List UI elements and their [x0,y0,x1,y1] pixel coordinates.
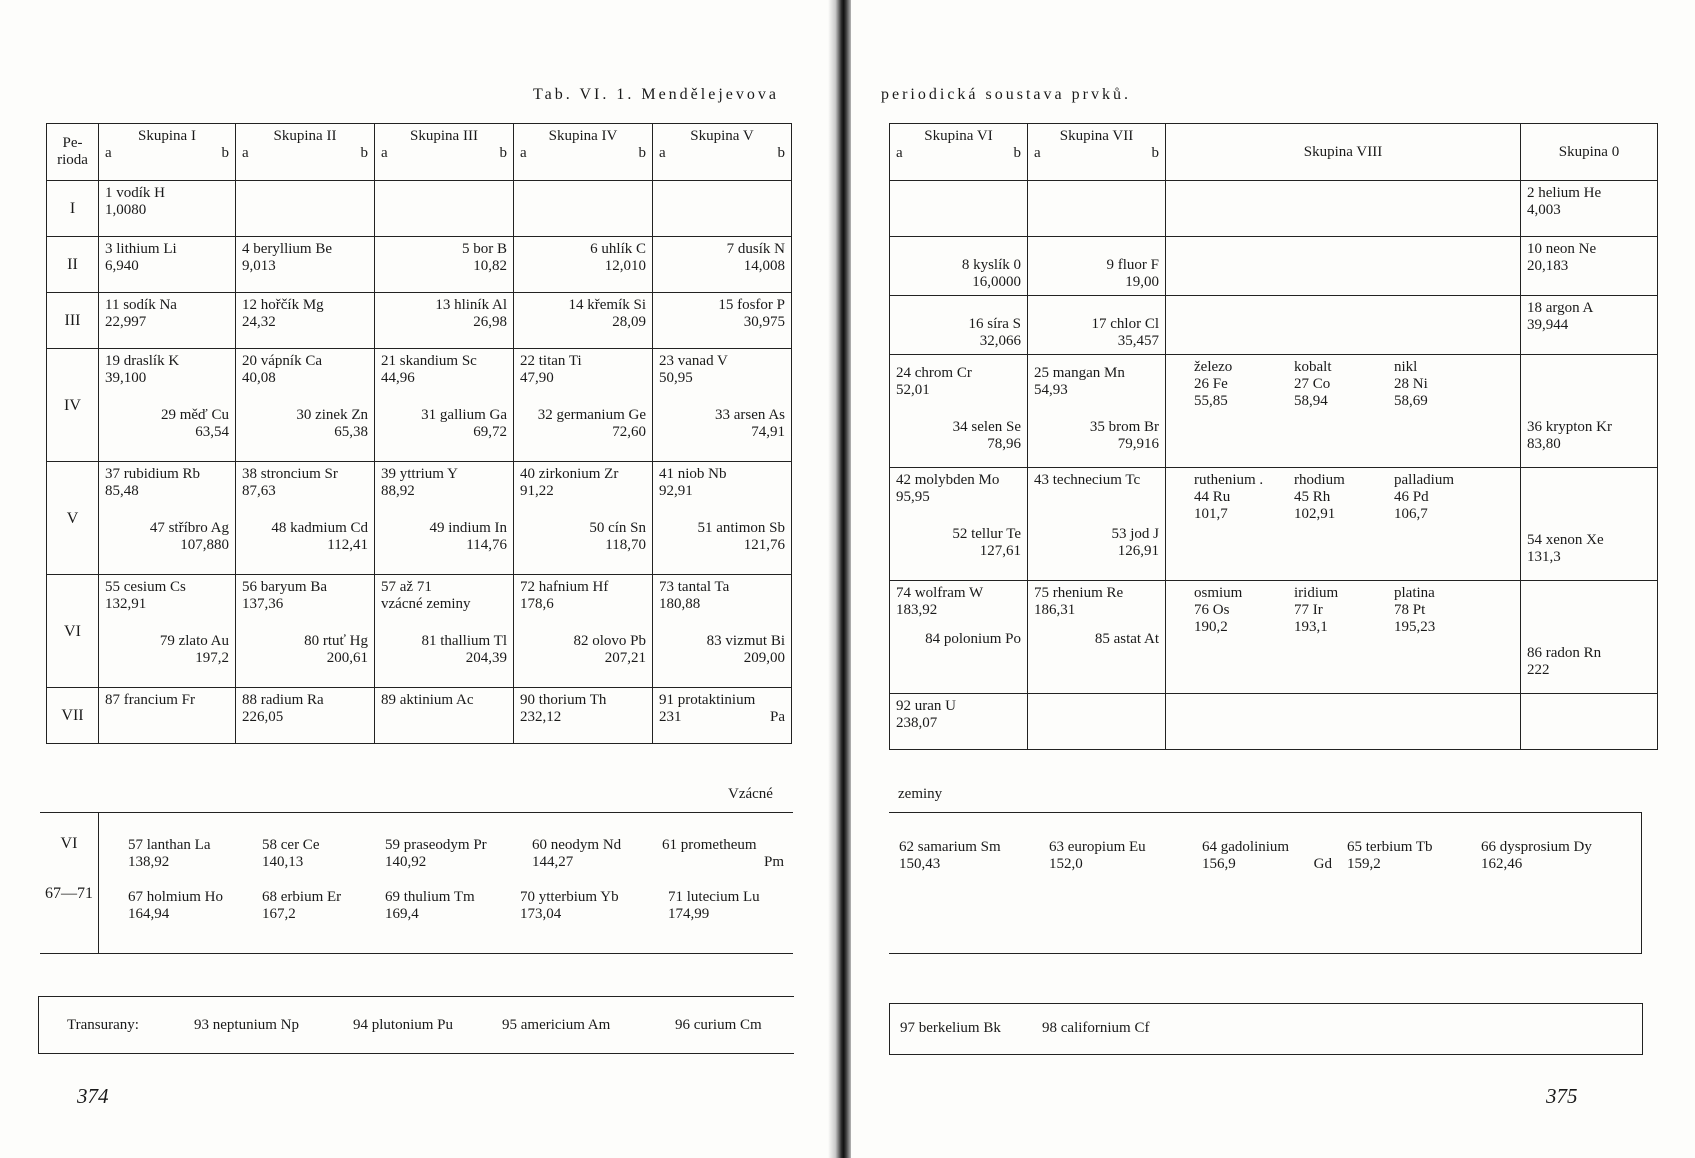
element-cell: palladium 46 Pd 106,7 [1394,472,1454,522]
group-header-4: Skupina IV a b [514,124,653,181]
element-cell: 2 helium He 4,003 [1521,181,1658,237]
group-header-7: Skupina VII a b [1028,124,1166,181]
period-label: VI [47,575,99,688]
element-cell: 98 californium Cf [1042,1020,1150,1036]
element-cell: 18 argon A 39,944 [1521,296,1658,355]
element-cell: 62 samarium Sm 150,43 [899,839,1001,872]
period-row-3 [47,293,792,349]
empty-cell [653,181,792,237]
table-header-row [890,124,1658,181]
element-cell: 5 bor B 10,82 [375,237,514,293]
element-cell: 14 křemík Si 28,09 [514,293,653,349]
element-cell: 22 titan Ti 47,90 32 germanium Ge 72,60 [514,349,653,462]
left-page [0,0,835,1158]
empty-cell [1166,694,1521,750]
element-cell: 58 cer Ce 140,13 [262,837,320,870]
element-cell: ruthenium . 44 Ru 101,7 [1194,472,1264,522]
group-header-1: Skupina I a b [99,124,236,181]
element-cell: iridium 77 Ir 193,1 [1294,585,1339,635]
element-cell: 37 rubidium Rb 85,48 47 stříbro Ag 107,880 [99,462,236,575]
element-cell: 68 erbium Er 167,2 [262,889,342,922]
element-cell: 13 hliník Al 26,98 [375,293,514,349]
element-cell: 25 mangan Mn 54,93 35 brom Br 79,916 [1028,355,1166,468]
element-cell: 8 kyslík 0 16,0000 [890,237,1028,296]
element-cell: 93 neptunium Np [194,1017,299,1033]
element-cell: 71 lutecium Lu 174,99 [668,889,760,922]
triad-cell [1166,355,1521,468]
group-header-2: Skupina II a b [236,124,375,181]
element-cell: 41 niob Nb 92,91 51 antimon Sb 121,76 [653,462,792,575]
element-cell: 74 wolfram W 183,92 84 polonium Po [890,581,1028,694]
element-cell: 43 technecium Tc 53 jod J 126,91 [1028,468,1166,581]
element-cell: 75 rhenium Re 186,31 85 astat At [1028,581,1166,694]
table-caption: Tab. VI. 1. Mendělejevova [533,86,779,103]
element-cell: 38 stroncium Sr 87,63 48 kadmium Cd 112,41 [236,462,375,575]
element-cell: 40 zirkonium Zr 91,22 50 cín Sn 118,70 [514,462,653,575]
element-cell: 55 cesium Cs 132,91 79 zlato Au 197,2 [99,575,236,688]
element-cell: 72 hafnium Hf 178,6 82 olovo Pb 207,21 [514,575,653,688]
empty-cell [1028,181,1166,237]
element-cell: 86 radon Rn 222 [1521,581,1658,694]
element-cell: 59 praseodym Pr 140,92 [385,837,487,870]
element-cell: 63 europium Eu 152,0 [1049,839,1146,872]
element-cell: 61 prometheum Pm [662,837,784,870]
triad-cell [1166,581,1521,694]
transuranium-block-right [889,1003,1643,1055]
element-cell: 19 draslík K 39,100 29 měď Cu 63,54 [99,349,236,462]
element-cell: 54 xenon Xe 131,3 [1521,468,1658,581]
ree-period-label: VI [60,835,78,852]
period-row-1 [890,181,1658,237]
group-header-5: Skupina V a b [653,124,792,181]
element-cell: platina 78 Pt 195,23 [1394,585,1436,635]
element-cell: 57 až 71 vzácné zeminy 81 thallium Tl 204,39 [375,575,514,688]
element-cell: 92 uran U 238,07 [890,694,1028,750]
transuranium-block-left [38,996,794,1054]
empty-cell [1521,694,1658,750]
element-cell: 15 fosfor P 30,975 [653,293,792,349]
period-row-7 [890,694,1658,750]
empty-cell [1166,237,1521,296]
period-label: III [47,293,99,349]
element-cell: 21 skandium Sc 44,96 31 gallium Ga 69,72 [375,349,514,462]
empty-cell [1028,694,1166,750]
element-cell: 1 vodík H 1,0080 [99,181,236,237]
empty-cell [514,181,653,237]
element-cell: 91 protaktinium 231 Pa [653,688,792,744]
page-number: 375 [1546,1084,1578,1108]
element-cell: 57 lanthan La 138,92 [128,837,211,870]
rare-earths-label: Vzácné [728,786,773,802]
right-page [851,0,1695,1158]
group-header-8: Skupina VIII [1166,124,1521,181]
triad-cell [1166,468,1521,581]
element-cell: 12 hořčík Mg 24,32 [236,293,375,349]
rare-earths-label: zeminy [898,786,943,802]
element-cell: 97 berkelium Bk [900,1020,1001,1036]
element-cell: 3 lithium Li 6,940 [99,237,236,293]
element-cell: 9 fluor F 19,00 [1028,237,1166,296]
element-cell: 42 molybden Mo 95,95 52 tellur Te 127,61 [890,468,1028,581]
empty-cell [236,181,375,237]
element-cell: 94 plutonium Pu [353,1017,454,1033]
element-cell: 69 thulium Tm 169,4 [385,889,475,922]
group-header-3: Skupina III a b [375,124,514,181]
element-cell: 11 sodík Na 22,997 [99,293,236,349]
period-row-7 [47,688,792,744]
group-header-6: Skupina VI a b [890,124,1028,181]
period-row-2 [890,237,1658,296]
element-cell: 10 neon Ne 20,183 [1521,237,1658,296]
element-cell: 90 thorium Th 232,12 [514,688,653,744]
period-row-4 [47,349,792,462]
element-cell: 89 aktinium Ac [375,688,514,744]
element-cell: 36 krypton Kr 83,80 [1521,355,1658,468]
element-cell: 20 vápník Ca 40,08 30 zinek Zn 65,38 [236,349,375,462]
element-cell: 17 chlor Cl 35,457 [1028,296,1166,355]
period-header: Pe- rioda [47,124,99,181]
rare-earths-block-right [889,812,1642,954]
element-cell: 6 uhlík C 12,010 [514,237,653,293]
empty-cell [1166,181,1521,237]
element-cell: 4 beryllium Be 9,013 [236,237,375,293]
element-cell: 7 dusík N 14,008 [653,237,792,293]
period-row-6 [890,581,1658,694]
period-row-5 [890,468,1658,581]
element-cell: 56 baryum Ba 137,36 80 rtuť Hg 200,61 [236,575,375,688]
empty-cell [375,181,514,237]
element-cell: 65 terbium Tb 159,2 [1347,839,1433,872]
page-number: 374 [77,1084,109,1108]
period-label: II [47,237,99,293]
period-row-5 [47,462,792,575]
element-cell: nikl 28 Ni 58,69 [1394,359,1428,409]
table-caption: periodická soustava prvků. [881,86,1131,103]
element-cell: železo 26 Fe 55,85 [1194,359,1233,409]
ree-range-label: 67—71 [45,885,93,902]
element-cell: 23 vanad V 50,95 33 arsen As 74,91 [653,349,792,462]
empty-cell [890,181,1028,237]
period-label: I [47,181,99,237]
element-cell: 73 tantal Ta 180,88 83 vizmut Bi 209,00 [653,575,792,688]
element-cell: 60 neodym Nd 144,27 [532,837,622,870]
period-row-6 [47,575,792,688]
element-cell: 87 francium Fr [99,688,236,744]
periodic-table-left [46,123,792,744]
element-cell: 88 radium Ra 226,05 [236,688,375,744]
period-label: IV [47,349,99,462]
element-cell: 66 dysprosium Dy 162,46 [1481,839,1592,872]
element-cell: osmium 76 Os 190,2 [1194,585,1243,635]
element-cell: 64 gadolinium 156,9 Gd [1202,839,1332,872]
element-cell: 39 yttrium Y 88,92 49 indium In 114,76 [375,462,514,575]
period-label: V [47,462,99,575]
element-cell: 16 síra S 32,066 [890,296,1028,355]
table-header-row [47,124,792,181]
element-cell: rhodium 45 Rh 102,91 [1294,472,1345,522]
group-header-0: Skupina 0 [1521,124,1658,181]
period-row-4 [890,355,1658,468]
element-cell: 67 holmium Ho 164,94 [128,889,224,922]
empty-cell [1166,296,1521,355]
element-cell: kobalt 27 Co 58,94 [1294,359,1332,409]
period-label: VII [47,688,99,744]
periodic-table-right [889,123,1658,750]
rare-earths-block-left [40,812,793,954]
period-row-3 [890,296,1658,355]
element-cell: 24 chrom Cr 52,01 34 selen Se 78,96 [890,355,1028,468]
divider [98,813,99,953]
period-row-1 [47,181,792,237]
element-cell: 95 americium Am [502,1017,611,1033]
period-row-2 [47,237,792,293]
transuranium-label: Transurany: [67,1017,139,1033]
element-cell: 70 ytterbium Yb 173,04 [520,889,619,922]
element-cell: 96 curium Cm [675,1017,762,1033]
